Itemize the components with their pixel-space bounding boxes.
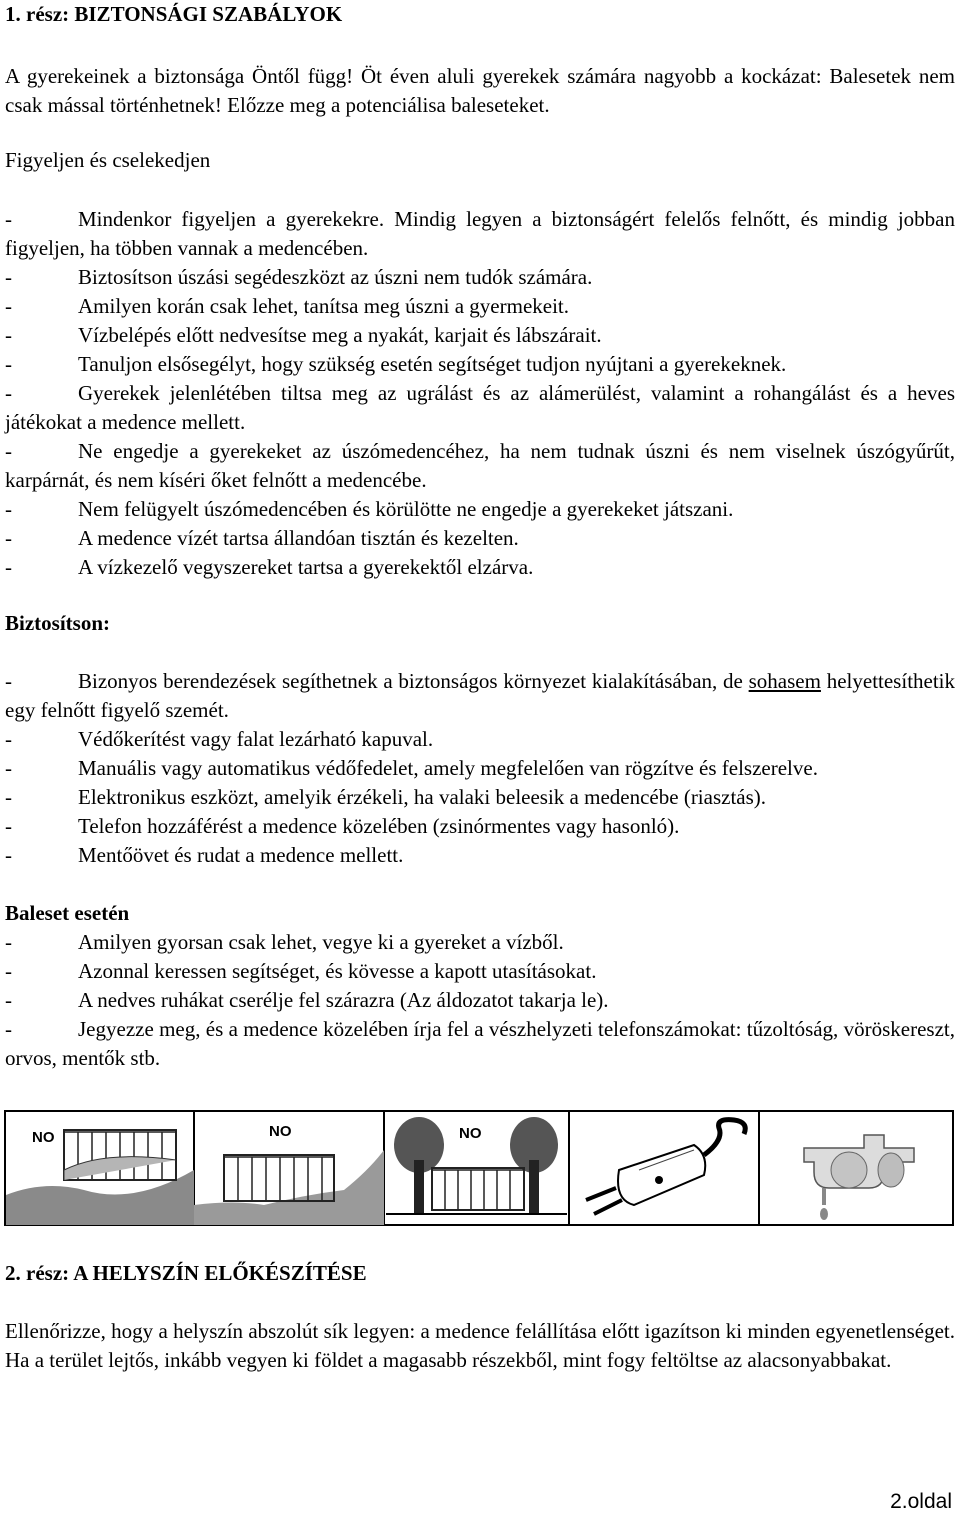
- list-item: - Telefon hozzáférést a medence közelében (zsinórmentes vagy hasonló).: [5, 812, 955, 841]
- list-item: - Nem felügyelt úszómedencében és körülötte ne engedje a gyerekeket játszani.: [5, 495, 955, 524]
- list-item: - A nedves ruhákat cserélje fel szárazra (Az áldozatot takarja le).: [5, 986, 955, 1015]
- list-item: - Mentőövet és rudat a medence mellett.: [5, 841, 955, 870]
- section2-title: 2. rész: A HELYSZÍN ELŐKÉSZÍTÉSE: [5, 1261, 367, 1285]
- list-item: - Amilyen korán csak lehet, tanítsa meg úszni a gyermekeit.: [5, 292, 955, 321]
- list-item: - Manuális vagy automatikus védőfedelet, amely megfelelően van rögzítve és felszerelve.: [5, 754, 955, 783]
- accident-heading: Baleset esetén: [5, 901, 130, 925]
- list-item: - Gyerekek jelenlétében tiltsa meg az ugrálást és az alámerülést, valamint a rohangálást és a heves játékokat a medence mellett.: [5, 379, 955, 437]
- subheading-watch: Figyeljen és cselekedjen: [5, 148, 211, 172]
- list-item-text: helyettesíthetik egy felnőtt figyelő szemét.: [5, 669, 956, 722]
- ensure-list: [5, 667, 955, 870]
- list-item: - A vízkezelő vegyszereket tartsa a gyerekektől elzárva.: [5, 553, 955, 582]
- page-number: 2.oldal: [890, 1490, 952, 1513]
- no-label: NO: [459, 1125, 482, 1142]
- emphasis-never: sohasem: [748, 669, 821, 693]
- list-item: - Ne engedje a gyerekeket az úszómedencéhez, ha nem tudnak úszni és nem viselnek úszógyűrűt, karpárnát, és nem kíséri őket felnőtt a medencébe.: [5, 437, 955, 495]
- no-label: NO: [32, 1129, 55, 1146]
- site-illustration-strip: [4, 1110, 954, 1226]
- safety-rules-list: [5, 205, 955, 582]
- no-label: NO: [269, 1123, 292, 1140]
- list-item-text: Bizonyos berendezések segíthetnek a biztonságos környezet kialakításában, de: [78, 669, 749, 693]
- list-item: - Amilyen gyorsan csak lehet, vegye ki a gyereket a vízből.: [5, 928, 955, 957]
- list-item: - Azonnal keressen segítséget, és kövesse a kapott utasításokat.: [5, 957, 955, 986]
- section1-title: 1. rész: BIZTONSÁGI SZABÁLYOK: [5, 2, 343, 26]
- list-item: - Védőkerítést vagy falat lezárható kapuval.: [5, 725, 955, 754]
- list-item: - Biztosítson úszási segédeszközt az úszni nem tudók számára.: [5, 263, 955, 292]
- list-item: - A medence vízét tartsa állandóan tisztán és kezelten.: [5, 524, 955, 553]
- list-item: - Mindenkor figyeljen a gyerekekre. Mindig legyen a biztonságért felelős felnőtt, és mindig jobban figyeljen, ha többen vannak a medencében.: [5, 205, 955, 263]
- section2-text: Ellenőrizze, hogy a helyszín abszolút sík legyen: a medence felállítása előtt igazítson ki minden egyenetlenséget. Ha a terület lejtős, inkább vegyen ki földet a magasabb részekből, mint fogy feltöltse az alacsonyabbakat.: [5, 1319, 955, 1372]
- list-item: - Jegyezze meg, és a medence közelében írja fel a vészhelyzeti telefonszámokat: tűzoltóság, vöröskereszt, orvos, mentők stb.: [5, 1015, 955, 1073]
- accident-list: [5, 928, 955, 1073]
- list-item: [5, 667, 955, 725]
- section1-intro: A gyerekeinek a biztonsága Öntől függ! Öt éven aluli gyerekek számára nagyobb a kockázat: Balesetek nem csak mással történhetnek! Előzze meg a potenciálisa baleseteket.: [5, 64, 955, 117]
- list-item: - Tanuljon elsősegélyt, hogy szükség esetén segítséget tudjon nyújtani a gyerekeknek.: [5, 350, 955, 379]
- list-item: - Elektronikus eszközt, amelyik érzékeli, ha valaki beleesik a medencébe (riasztás).: [5, 783, 955, 812]
- list-item: - Vízbelépés előtt nedvesítse meg a nyakát, karjait és lábszárait.: [5, 321, 955, 350]
- ensure-heading: Biztosítson:: [5, 611, 110, 635]
